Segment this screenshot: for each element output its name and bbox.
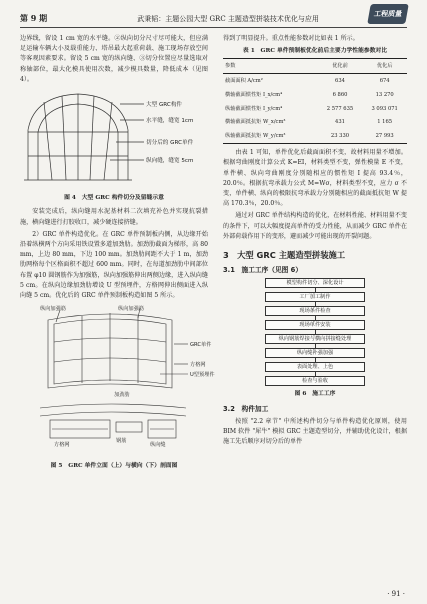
flow-arrow bbox=[315, 330, 316, 334]
issue-label: 第 9 期 bbox=[20, 13, 48, 23]
table-cell: 27 993 bbox=[375, 133, 394, 140]
paragraph: 按照 "2.2 章节" 中所述构件切分与单件构造优化原则，使用 BIM 软件 "犀牛" 模拟 GRC 主题造型切分，并辅助优化设计，根据施工先后顺序对切分后的单件 bbox=[223, 417, 407, 446]
label-horizontal-seam: 水平缝，缝宽 1cm bbox=[146, 118, 194, 125]
table-1-title: 表 1 GRC 单件预制板优化前后主要力学性能参数对比 bbox=[242, 48, 388, 55]
table-cell: 横轴截面抵抗矩 W_x/cm³ bbox=[225, 119, 286, 126]
running-title: 武秉韬：主题公园大型 GRC 主题造型拼装技术优化与应用 bbox=[137, 15, 319, 23]
table-cell: 横轴截面惯性矩 I_x/cm⁴ bbox=[225, 91, 283, 98]
paragraph: 由表 1 可知，单件优化后截面面积不变，故材料用量不增加。根据弯曲刚度计算公式 K=EI，材料类型不变，弹性模量 E 不变，单件横、纵向弯曲刚度分别随相应的惯性矩 I 提高 93.4％，20.0％。根据抗弯承载力公式 M=Wσ，材料类型不变，应力 σ 不变，单件横、纵向的极限抗弯承载力分别随相应的截面抵抗矩 W 提高 170.3％，20.0％。 bbox=[223, 149, 407, 208]
label-steel-bar: 钢筋 bbox=[116, 438, 127, 445]
table-row bbox=[223, 102, 407, 116]
table-1 bbox=[223, 58, 407, 144]
table-cell: 13 270 bbox=[375, 91, 394, 98]
figure-5 bbox=[20, 304, 215, 458]
label-grid: 方格网 bbox=[190, 362, 206, 369]
table-cell: 6 860 bbox=[332, 91, 348, 98]
subsection-heading-3-2: 3.2 构件加工 bbox=[223, 404, 269, 413]
left-column bbox=[20, 34, 215, 476]
paragraph: 得到了明显提升。重点性能参数对比如表 1 所示。 bbox=[223, 35, 359, 42]
paragraph: 安装完成后，纵向缝用水泥基材料二次填充补色并实现抗裂措施，横向缝进行打胶收口，减少硬连接挤缝。 bbox=[20, 208, 208, 226]
table-cell: 截面面积 A/cm² bbox=[225, 78, 263, 84]
flow-arrow bbox=[315, 372, 316, 376]
label-vertical-seam: 纵向缝 bbox=[150, 442, 166, 449]
flow-arrow bbox=[315, 302, 316, 306]
flow-step: 检查与验收 bbox=[265, 376, 365, 386]
right-column bbox=[223, 34, 407, 449]
running-header bbox=[20, 6, 407, 28]
label-u-bolt: U型预埋件 bbox=[190, 372, 215, 379]
table-header-cell: 优化前 bbox=[332, 63, 348, 70]
table-row bbox=[223, 88, 407, 102]
table-header-cell: 参数 bbox=[225, 63, 236, 70]
flow-arrow bbox=[315, 358, 316, 362]
table-cell: 634 bbox=[335, 78, 345, 84]
flow-step: 纵向缝补强加强 bbox=[265, 348, 365, 358]
label-grc: 大型 GRC构件 bbox=[146, 102, 183, 109]
figure-6-caption: 图 6 施工工序 bbox=[294, 391, 336, 398]
flow-arrow bbox=[315, 316, 316, 320]
flow-arrow bbox=[315, 288, 316, 292]
flowchart bbox=[223, 278, 407, 386]
table-cell: 23 330 bbox=[330, 133, 350, 140]
flow-step: 现场单件安装 bbox=[265, 320, 365, 330]
table-cell: 2 577 635 bbox=[326, 105, 354, 112]
figure-5-caption: 图 5 GRC 单件立面（上）与横向（下）剖面图 bbox=[50, 463, 178, 470]
section-heading-3: 3 大型 GRC 主题造型拼装施工 bbox=[223, 250, 346, 261]
label-vertical-seam: 纵向缝，缝宽 5cm bbox=[146, 158, 194, 165]
label-grid-side: 方格网 bbox=[54, 442, 70, 449]
table-header-cell: 优化后 bbox=[376, 63, 393, 70]
subsection-heading-3-1: 3.1 施工工序（见图 6） bbox=[223, 266, 303, 275]
table-header-row bbox=[223, 59, 407, 74]
label-vertical-strip: 纵向加强筋 bbox=[40, 306, 66, 313]
section-curve bbox=[40, 404, 186, 408]
paragraph: 通过对 GRC 单件结构构造的优化，在材料性能、材料用量不变的条件下，可以大幅度提高单件的受力性能，从而减少 GRC 单件在外部荷载作用下的变形，避而减少可能出现的开裂问题。 bbox=[223, 212, 407, 240]
label-steel-strip: 纵向加强筋 bbox=[118, 306, 144, 313]
table-cell: 431 bbox=[335, 119, 345, 126]
label-plate: GRC单件 bbox=[190, 342, 212, 349]
paragraph: 边界线，留设 1 cm 宽的水平缝。②纵向切分尺寸尽可能大，但应满足运输车辆大小及载重能力、塔吊最大起重荷载、施工现场存放空间等客观因素要求。留设 5 cm 宽的纵向缝、③切分位置应尽量选取对称轴部位，最大化模具使用次数，减少模具数量，降低成本（见图 4）。 bbox=[20, 35, 208, 83]
journal-logo: 工程质量 bbox=[367, 4, 409, 24]
table-cell: 纵轴截面惯性矩 I_y/cm⁴ bbox=[225, 105, 283, 112]
table-cell: 1 165 bbox=[377, 119, 393, 126]
paragraph: 2）GRC 单件构造优化。在 GRC 单件预制板内侧，从边缘开始沿着纵横两个方向采用铁设置多道加劲肋。加劲肋截面为梯形，高 80 mm，上边 80 mm，下边 100 mm。加劲肋间距不大于 1 m，加劲肋网格每个区格面积不超过 600 mm。同时，在每道加劲肋中间部位布置 φ10 圆钢筋作为加强筋，纵向加强筋伸出两侧边缘，进入纵向缝 5 cm。在纵向边缘加劲肋增设 U 型预埋件，方格网伸出侧面进入纵向缝 5 cm。优化后的 GRC 单件预制板构造如图 5 所示。 bbox=[20, 230, 208, 300]
flow-arrow bbox=[315, 344, 316, 348]
flow-step: 纵向钢筋焊接与横向拼接缝处理 bbox=[265, 334, 365, 344]
flow-step: 表面处理、上色 bbox=[265, 362, 365, 372]
table-row bbox=[223, 116, 407, 130]
table-cell: 674 bbox=[379, 78, 390, 84]
figure-4 bbox=[20, 88, 208, 190]
flow-step: 现场条件检查 bbox=[265, 306, 365, 316]
page-number: · 91 · bbox=[387, 590, 405, 598]
table-cell: 纵轴截面抵抗矩 W_y/cm³ bbox=[225, 133, 286, 140]
table-row bbox=[223, 74, 407, 88]
flow-step: 模型构件切分、深化设计 bbox=[265, 278, 365, 288]
label-cut-unit: 切分后的 GRC单件 bbox=[146, 140, 194, 147]
figure-5-diagram bbox=[20, 304, 215, 454]
figure-4-caption: 图 4 大型 GRC 构件切分及留缝示意 bbox=[64, 195, 164, 202]
figure-4-diagram bbox=[20, 88, 208, 186]
table-cell: 3 093 071 bbox=[371, 105, 398, 112]
label-rib: 加劲肋 bbox=[114, 392, 130, 399]
table-row bbox=[223, 129, 407, 143]
flow-step: 工厂加工制作 bbox=[265, 292, 365, 302]
